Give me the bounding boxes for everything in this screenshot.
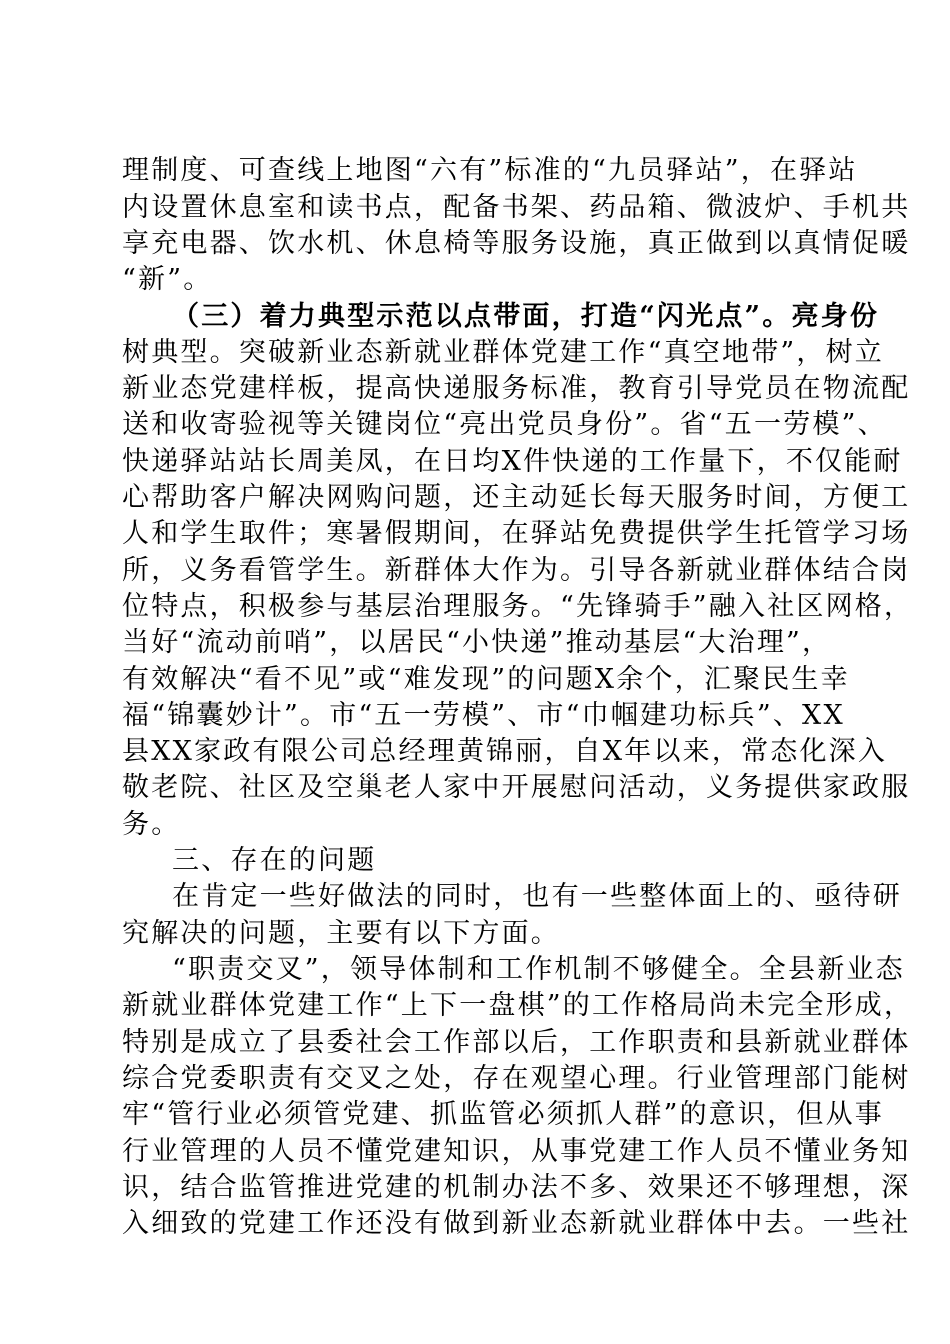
body-text-line: 送和收寄验视等关键岗位“亮出党员身份”。省“五一劳模”、	[122, 409, 887, 440]
body-text-line: 树典型。突破新业态新就业群体党建工作“真空地带”，树立	[122, 337, 885, 368]
body-text-line: 人和学生取件；寒暑假期间，在驿站免费提供学生托管学习场	[122, 518, 911, 549]
body-text-line: 内设置休息室和读书点，配备书架、药品箱、微波炉、手机共	[122, 192, 911, 223]
body-text-line: 究解决的问题，主要有以下方面。	[122, 918, 560, 949]
body-text-line: 新业态党建样板，提高快递服务标准，教育引导党员在物流配	[122, 373, 911, 404]
body-text-line: 心帮助客户解决网购问题，还主动延长每天服务时间，方便工	[122, 482, 911, 513]
body-text-line: 快递驿站站长周美凤，在日均X件快递的工作量下，不仅能耐	[122, 446, 903, 477]
body-text-line: 入细致的党建工作还没有做到新业态新就业群体中去。一些社	[122, 1208, 911, 1239]
subsection-heading-line: （三）着力典型示范以点带面，打造“闪光点”。亮身份	[172, 301, 880, 332]
body-text-line: 敬老院、社区及空巢老人家中开展慰问活动，义务提供家政服	[122, 772, 911, 803]
body-text-line: 识，结合监管推进党建的机制办法不多、效果还不够理想，深	[122, 1172, 911, 1203]
body-text-line: “职责交叉”，领导体制和工作机制不够健全。全县新业态	[172, 954, 905, 985]
section-heading: 三、存在的问题	[172, 845, 377, 876]
body-text-line: 行业管理的人员不懂党建知识，从事党建工作人员不懂业务知	[122, 1136, 911, 1167]
body-text-line: 务。	[122, 809, 181, 840]
body-text-line: “新”。	[122, 264, 213, 295]
body-text-line: 当好“流动前哨”，以居民“小快递”推动基层“大治理”，	[122, 627, 832, 658]
body-text-line: 福“锦囊妙计”。市“五一劳模”、市“巾帼建功标兵”、XX	[122, 700, 845, 731]
body-text-line: 特别是成立了县委社会工作部以后，工作职责和县新就业群体	[122, 1027, 911, 1058]
body-text-line: 在肯定一些好做法的同时，也有一些整体面上的、亟待研	[172, 881, 902, 912]
body-text-line: 县XX家政有限公司总经理黄锦丽，自X年以来，常态化深入	[122, 736, 888, 767]
body-text-line: 位特点，积极参与基层治理服务。“先锋骑手”融入社区网格，	[122, 591, 914, 622]
body-text-line: 所，义务看管学生。新群体大作为。引导各新就业群体结合岗	[122, 555, 911, 586]
body-text-line: 享充电器、饮水机、休息椅等服务设施，真正做到以真情促暖	[122, 228, 911, 259]
body-text-line: 综合党委职责有交叉之处，存在观望心理。行业管理部门能树	[122, 1063, 911, 1094]
body-text-line: 牢“管行业必须管党建、抓监管必须抓人群”的意识，但从事	[122, 1099, 885, 1130]
body-text-line: 新就业群体党建工作“上下一盘棋”的工作格局尚未完全形成，	[122, 990, 914, 1021]
body-text-line: 理制度、可查线上地图“六有”标准的“九员驿站”，在驿站	[122, 155, 858, 186]
body-text-line: 有效解决“看不见”或“难发现”的问题X余个，汇聚民生幸	[122, 664, 850, 695]
